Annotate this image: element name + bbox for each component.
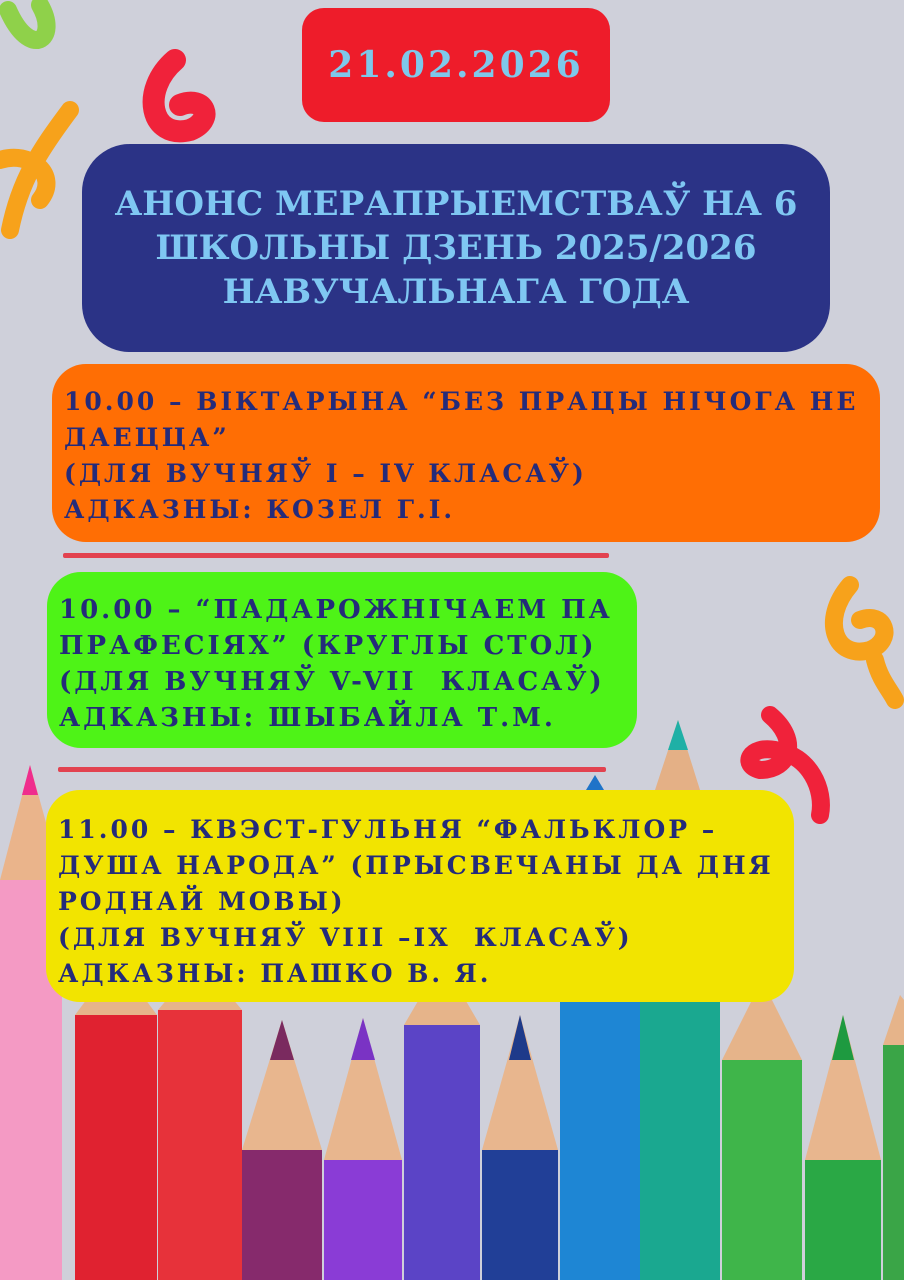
section-divider [63,553,609,558]
event-quiz-responsible: АДКАЗНЫ: КОЗЕЛ Г.І. [64,495,456,524]
event-round-table-audience: (ДЛЯ ВУЧНЯЎ V-VII КЛАСАЎ) [59,667,605,697]
event-quest-audience: (ДЛЯ ВУЧНЯЎ VIII –IX КЛАСАЎ) [58,923,633,952]
date-badge [302,8,610,122]
event-round-table-time-title: 10.00 – “ПАДАРОЖНІЧАЕМ ПА ПРАФЕСІЯХ” (КРУГЛЫ СТОЛ) [59,595,625,661]
announcement-title [82,144,830,352]
date-text: 21.02.2026 [328,44,584,86]
event-card-quest [46,790,794,1002]
event-quiz-time-title: 10.00 – ВІКТАРЫНА “БЕЗ ПРАЦЫ НІЧОГА НЕ ДАЕЦЦА” [64,387,871,452]
event-quest-time-title: 11.00 – КВЭСТ-ГУЛЬНЯ “ФАЛЬКЛОР – ДУША НАРОДА” (ПРЫСВЕЧАНЫ ДА ДНЯ РОДНАЙ МОВЫ) [58,815,786,916]
announcement-title-text: АНОНС МЕРАПРЫЕМСТВАЎ НА 6 ШКОЛЬНЫ ДЗЕНЬ 2025/2026 НАВУЧАЛЬНАГА ГОДА [114,184,798,312]
event-card-quiz [52,364,880,542]
section-divider [58,767,606,772]
event-card-round-table [47,572,637,748]
event-quest-responsible: АДКАЗНЫ: ПАШКО В. Я. [58,959,492,988]
event-round-table-responsible: АДКАЗНЫ: ШЫБАЙЛА Т.М. [59,703,556,733]
event-quiz-audience: (ДЛЯ ВУЧНЯЎ I – IV КЛАСАЎ) [64,459,587,488]
